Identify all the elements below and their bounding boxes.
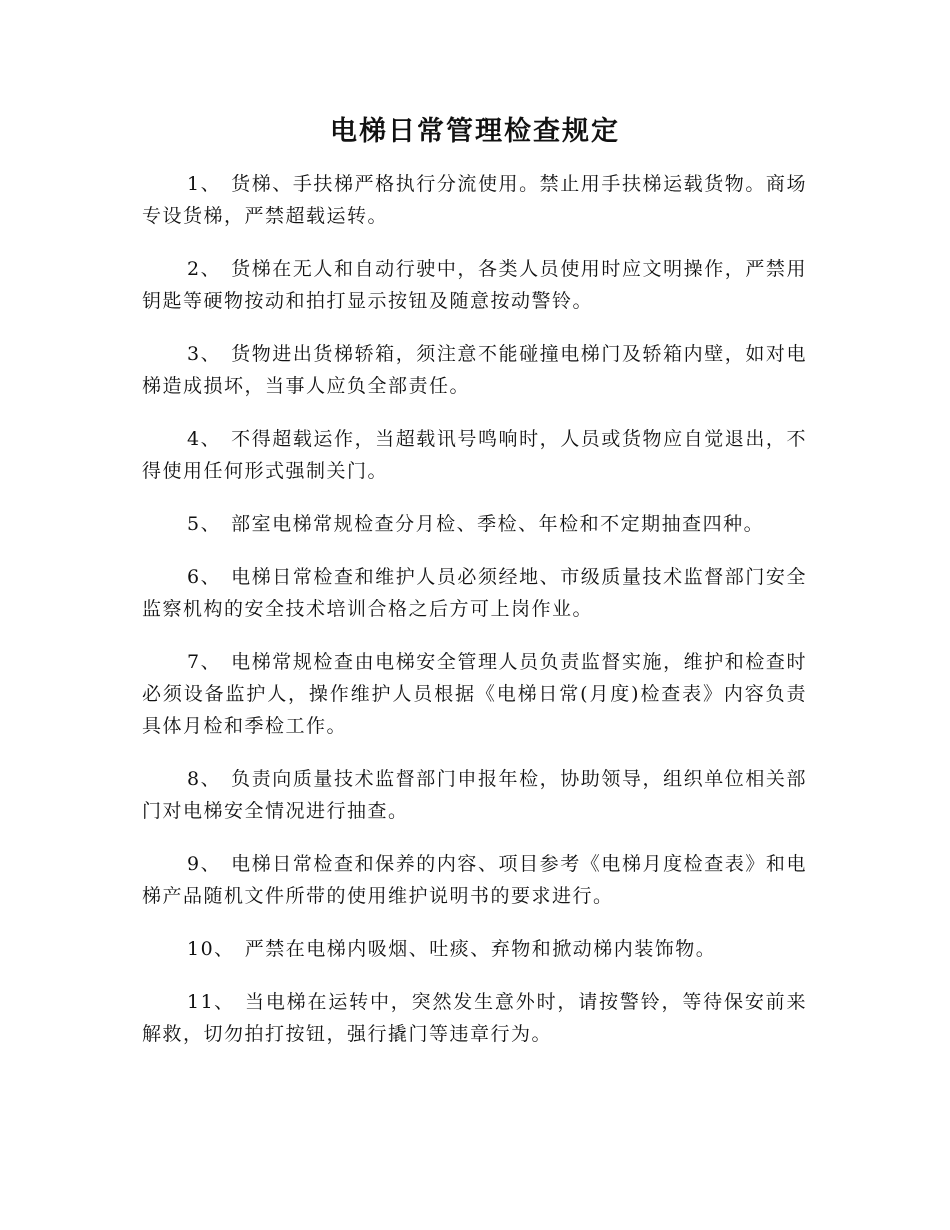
clause-1 — [142, 168, 807, 232]
clause-number: 8、 — [187, 768, 222, 790]
clause-number: 10、 — [187, 938, 235, 960]
clause-text: 严禁在电梯内吸烟、吐痰、弃物和掀动梯内装饰物。 — [244, 938, 717, 960]
clause-10 — [142, 933, 807, 965]
clause-number: 5、 — [187, 513, 222, 535]
clause-11 — [142, 986, 807, 1050]
clause-text: 电梯日常检查和维护人员必须经地、市级质量技术监督部门安全监察机构的安全技术培训合格之后方可上岗作业。 — [142, 566, 807, 620]
clause-number: 7、 — [187, 651, 222, 673]
document-title: 电梯日常管理检查规定 — [330, 116, 620, 147]
clause-text: 电梯常规检查由电梯安全管理人员负责监督实施，维护和检查时必须设备监护人，操作维护人员根据《电梯日常(月度)检查表》内容负责具体月检和季检工作。 — [142, 651, 807, 737]
clause-number: 3、 — [187, 343, 222, 365]
clause-text: 部室电梯常规检查分月检、季检、年检和不定期抽查四种。 — [231, 513, 765, 535]
document-body — [142, 168, 807, 1071]
clause-2 — [142, 253, 807, 317]
clause-9 — [142, 848, 807, 912]
clause-8 — [142, 763, 807, 827]
clause-text: 当电梯在运转中，突然发生意外时，请按警铃，等待保安前来解救，切勿拍打按钮，强行撬门等违章行为。 — [142, 991, 807, 1045]
clause-5 — [142, 508, 807, 540]
clause-number: 11、 — [187, 991, 235, 1013]
clause-text: 货梯、手扶梯严格执行分流使用。禁止用手扶梯运载货物。商场专设货梯，严禁超载运转。 — [142, 173, 807, 227]
clause-number: 1、 — [187, 173, 222, 195]
clause-text: 负责向质量技术监督部门申报年检，协助领导，组织单位相关部门对电梯安全情况进行抽查。 — [142, 768, 807, 822]
clause-3 — [142, 338, 807, 402]
clause-number: 2、 — [187, 258, 222, 280]
clause-text: 货梯在无人和自动行驶中，各类人员使用时应文明操作，严禁用钥匙等硬物按动和拍打显示按钮及随意按动警铃。 — [142, 258, 807, 312]
clause-7 — [142, 646, 807, 742]
clause-text: 电梯日常检查和保养的内容、项目参考《电梯月度检查表》和电梯产品随机文件所带的使用维护说明书的要求进行。 — [142, 853, 807, 907]
clause-number: 4、 — [187, 428, 222, 450]
clause-text: 货物进出货梯轿箱，须注意不能碰撞电梯门及轿箱内壁，如对电梯造成损坏，当事人应负全部责任。 — [142, 343, 807, 397]
clause-number: 6、 — [187, 566, 222, 588]
clause-4 — [142, 423, 807, 487]
clause-text: 不得超载运作，当超载讯号鸣响时，人员或货物应自觉退出，不得使用任何形式强制关门。 — [142, 428, 807, 482]
clause-6 — [142, 561, 807, 625]
clause-number: 9、 — [187, 853, 222, 875]
